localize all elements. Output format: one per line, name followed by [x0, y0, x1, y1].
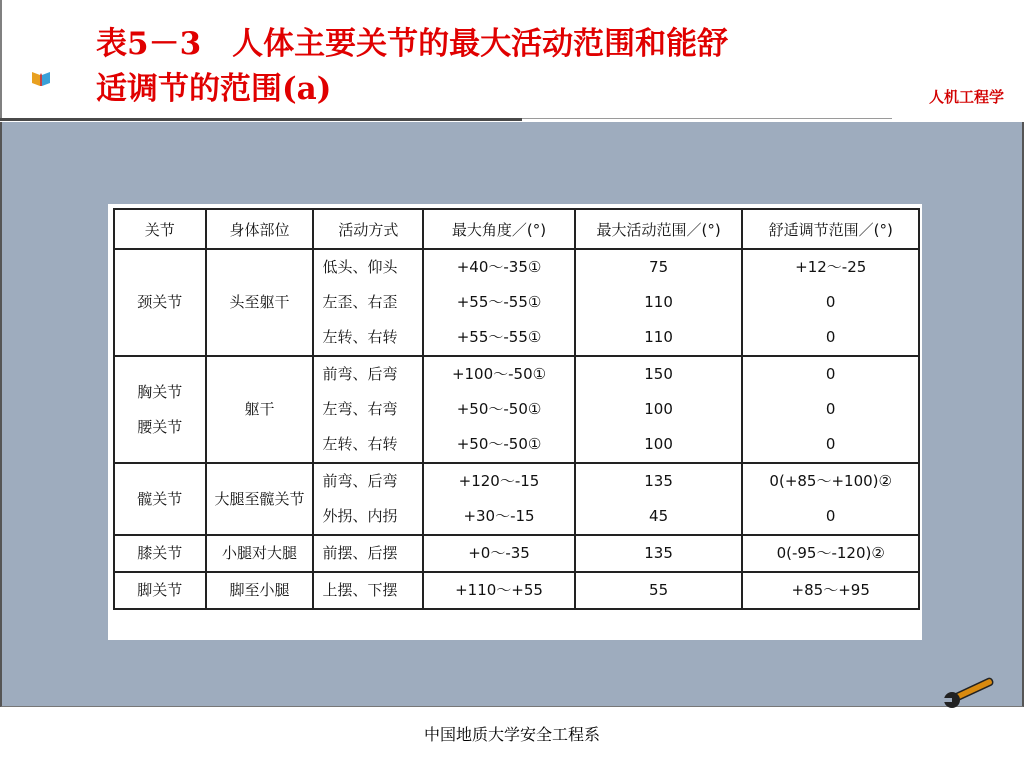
table-row: [114, 535, 919, 572]
header-max-angle: 最大角度／(°): [423, 209, 575, 249]
header-joint: 关节: [114, 209, 206, 249]
max-angle: +50～-50①: [456, 435, 542, 453]
max-angle: +50～-50①: [456, 400, 542, 418]
max-angle-cell: [423, 535, 575, 572]
table-row: [114, 249, 919, 356]
motion: 前摆、后摆: [322, 544, 398, 562]
motion: 上摆、下摆: [322, 581, 398, 599]
table-body: [114, 249, 919, 609]
comfort-range: 0: [825, 293, 836, 311]
motion: 左弯、右弯: [322, 400, 398, 418]
max-range: 110: [644, 328, 673, 346]
joint-name: 腰关节: [137, 417, 183, 436]
course-name: 人机工程学: [928, 88, 1004, 106]
joint-cell: [114, 249, 206, 356]
max-angle: +100～-50①: [451, 365, 547, 383]
motion-cell: [313, 572, 423, 609]
body-part: 脚至小腿: [229, 581, 290, 599]
max-angle-cell: [423, 463, 575, 535]
joint-cell: [114, 463, 206, 535]
max-range: 110: [644, 293, 673, 311]
max-angle: +110～+55: [455, 581, 543, 599]
comfort-range-cell: [742, 535, 919, 572]
body-part-cell: [206, 463, 314, 535]
motion-cell: [313, 463, 423, 535]
joint-name: 脚关节: [137, 581, 183, 599]
joint-range-table: [113, 208, 920, 610]
body-part: 躯干: [244, 400, 275, 418]
max-angle-cell: [423, 249, 575, 356]
joint-cell: [114, 572, 206, 609]
comfort-range: 0: [825, 507, 836, 525]
motion: 左转、右转: [322, 328, 398, 346]
comfort-range-cell: [742, 249, 919, 356]
body-part: 小腿对大腿: [222, 544, 298, 562]
body-part-cell: [206, 249, 314, 356]
header-comfort-range: 舒适调节范围／(°): [742, 209, 919, 249]
joint-name: 颈关节: [137, 293, 183, 311]
motion: 左转、右转: [322, 435, 398, 453]
max-range-cell: [575, 463, 743, 535]
motion: 前弯、后弯: [322, 365, 398, 383]
motion: 低头、仰头: [322, 258, 398, 276]
comfort-range: 0(-95～-120)②: [776, 544, 885, 562]
max-range: 45: [649, 507, 669, 525]
joint-name: 胸关节: [137, 382, 183, 401]
comfort-range: 0(+85～+100)②: [769, 472, 892, 490]
body-part: 大腿至髋关节: [214, 489, 305, 508]
comfort-range-cell: [742, 356, 919, 463]
max-angle: +30～-15: [463, 507, 535, 525]
body-part-cell: [206, 356, 314, 463]
max-range-cell: [575, 356, 743, 463]
table-row: [114, 356, 919, 463]
slide-title: [96, 22, 896, 112]
header-divider-thin: [522, 118, 892, 119]
title-line-1: 表5－3 人体主要关节的最大活动范围和能舒: [96, 26, 729, 62]
header-motion: 活动方式: [313, 209, 423, 249]
comfort-range: +85～+95: [791, 581, 870, 599]
motion: 左歪、右歪: [322, 293, 398, 311]
wrench-icon: [938, 672, 1000, 712]
max-range: 135: [644, 472, 673, 490]
max-range: 100: [644, 435, 673, 453]
motion-cell: [313, 249, 423, 356]
header-body-part: 身体部位: [206, 209, 314, 249]
joint-cell: [114, 356, 206, 463]
motion: 前弯、后弯: [322, 472, 398, 490]
max-angle: +40～-35①: [456, 258, 542, 276]
comfort-range-cell: [742, 572, 919, 609]
body-part-cell: [206, 572, 314, 609]
max-angle: +0～-35: [468, 544, 530, 562]
body-part-cell: [206, 535, 314, 572]
max-angle: +55～-55①: [456, 328, 542, 346]
motion-cell: [313, 535, 423, 572]
slide-header: [0, 0, 1024, 118]
max-range: 55: [649, 581, 669, 599]
max-range: 135: [644, 544, 673, 562]
max-range-cell: [575, 572, 743, 609]
joint-name: 髋关节: [137, 489, 183, 508]
max-angle: +55～-55①: [456, 293, 542, 311]
max-angle-cell: [423, 356, 575, 463]
comfort-range: 0: [825, 328, 836, 346]
joint-cell: [114, 535, 206, 572]
max-range: 150: [644, 365, 673, 383]
book-logo-icon: [30, 68, 52, 88]
max-range-cell: [575, 249, 743, 356]
footer-text: 中国地质大学安全工程系: [423, 725, 600, 744]
body-part: 头至躯干: [229, 293, 290, 311]
title-line-2: 适调节的范围(a): [96, 71, 332, 107]
max-range: 100: [644, 400, 673, 418]
motion: 外拐、内拐: [322, 507, 398, 525]
max-range: 75: [649, 258, 669, 276]
comfort-range: 0: [825, 400, 836, 418]
table-row: [114, 463, 919, 535]
max-range-cell: [575, 535, 743, 572]
header-divider: [0, 118, 522, 121]
max-angle-cell: [423, 572, 575, 609]
table-header-row: [114, 209, 919, 249]
header-max-range: 最大活动范围／(°): [575, 209, 743, 249]
motion-cell: [313, 356, 423, 463]
comfort-range: 0: [825, 365, 836, 383]
max-angle: +120～-15: [458, 472, 540, 490]
joint-name: 膝关节: [137, 544, 183, 562]
joint-range-table-image: [108, 204, 922, 640]
comfort-range: 0: [825, 435, 836, 453]
comfort-range-cell: [742, 463, 919, 535]
comfort-range: +12～-25: [795, 258, 867, 276]
table-row: [114, 572, 919, 609]
